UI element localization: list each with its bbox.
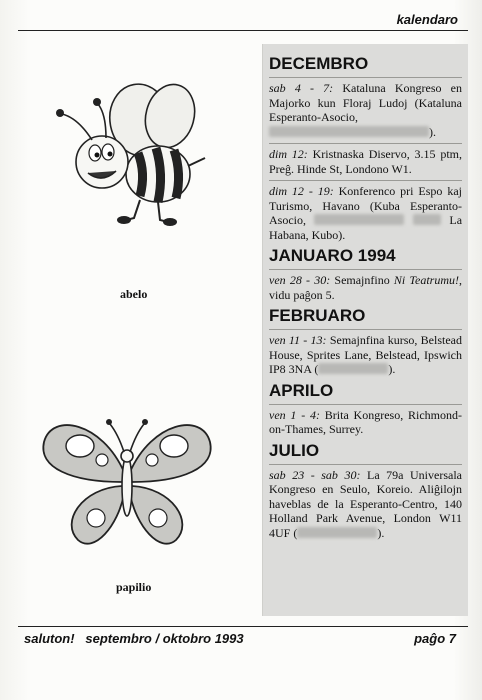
entry-text: Kataluna Kongreso en Majorko kun Floraj Ludoj (Kataluna Esperanto-Asocio, [269,81,462,124]
redacted-text [269,126,429,137]
entry-tail: ). [429,124,436,139]
footer-rule [18,626,468,627]
entry-tail: , vidu paĝon 5. [269,273,462,302]
redacted-text [413,214,441,225]
entry-date: ven 11 - 13: [269,333,327,347]
divider [269,329,462,330]
butterfly-caption: papilio [116,580,152,594]
calendar-entry [263,147,468,176]
calendar-panel [262,44,468,616]
calendar-entry [263,408,468,437]
divider [269,269,462,270]
footer-publication [24,631,244,646]
magazine-name: saluton! [24,631,75,646]
month-section [263,441,468,541]
entry-tail: ). [388,362,396,376]
entry-text: Brita Kongreso, Richmond-on-Thames, Surrey. [269,407,462,436]
divider [269,404,462,405]
entry-text: Semajnfina kurso, Belstead House, Sprites Lane, Belstead, Ipswich IP8 3NA ( [269,333,462,376]
redacted-text [297,527,377,538]
month-section [263,54,468,242]
month-heading: JANUARO 1994 [269,246,396,265]
divider [269,143,462,144]
bee-caption: abelo [120,287,148,301]
page-number: paĝo 7 [414,631,456,646]
entry-date: sab 4 - 7: [269,81,334,95]
entry-text: Konferenco pri Espo kaj Turismo, Havano (Kuba Esperanto-Asocio, [269,184,462,227]
calendar-entry [263,333,468,377]
calendar-entry [263,273,468,302]
calendar-entry [263,468,468,541]
entry-date: ven 1 - 4: [269,407,320,422]
issue-date: septembro / oktobro 1993 [85,631,244,646]
entry-date: dim 12 - 19: [269,184,334,198]
calendar-entry [263,81,468,139]
illustration-panel [0,30,262,630]
entry-text: La 79a Universala Kongreso en Seulo, Koreio. Aliĝilojn haveblas de la Esperanto-Centro, 140 Holland Park Avenue, London W11 4UF ( [269,467,462,540]
month-heading: APRILO [269,380,334,400]
entry-date: dim 12: [269,147,308,161]
bee-illustration [40,78,230,228]
divider [269,180,462,181]
month-section [263,381,468,437]
redacted-text [318,363,388,374]
month-heading: FEBRUARO [269,306,366,325]
entry-italic-title: Ni Teatrumu! [393,273,459,287]
entry-text: Semajnfino [334,273,390,287]
butterfly-illustration [32,402,222,562]
calendar-entry [263,184,468,242]
month-section [263,246,468,302]
month-heading: JULIO [269,440,320,460]
entry-text: Kristnaska Diservo, 3.15 ptm, Preĝ. Hinde St, Londono W1. [269,147,463,176]
entry-date: sab 23 - sab 30: [269,467,361,482]
month-heading: DECEMBRO [269,54,369,73]
month-section [263,306,468,377]
section-header: kalendaro [396,12,458,27]
entry-tail: La Habana, Kubo). [269,213,463,242]
divider [269,77,462,78]
divider [269,464,462,465]
redacted-text [314,214,404,225]
entry-date: ven 28 - 30: [269,273,331,287]
entry-tail: ). [377,525,385,540]
